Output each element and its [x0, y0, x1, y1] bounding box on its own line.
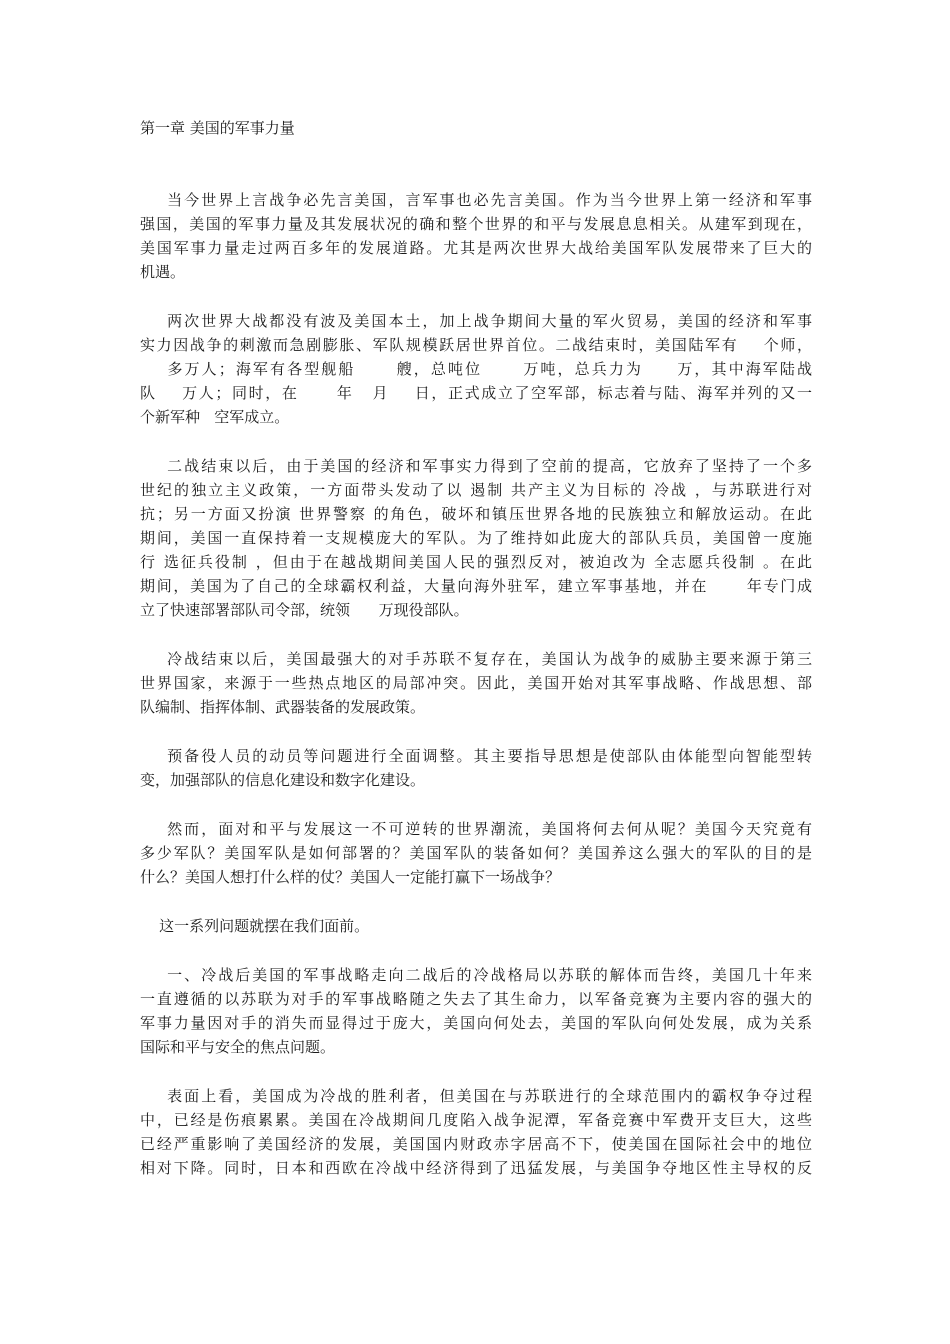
text-line: 预备役人员的动员等问题进行全面调整。其主要指导思想是使部队由体能型向智能型转: [140, 747, 812, 765]
body-text: [140, 188, 812, 1205]
text-line: 中，已经是伤痕累累。美国在冷战期间几度陷入战争泥潭，军备竞赛中军费开支巨大，这些: [140, 1111, 812, 1129]
paragraph-3: [140, 454, 812, 622]
text-line: 当今世界上言战争必先言美国，言军事也必先言美国。作为当今世界上第一经济和军事: [140, 191, 812, 209]
text-line: 然而，面对和平与发展这一不可逆转的世界潮流，美国将何去何从呢？美国今天究竟有: [140, 820, 812, 838]
text-line: 队 万人；同时，在 年 月 日，正式成立了空军部，标志着与陆、海军并列的又一: [140, 384, 812, 402]
text-line: 世界国家，来源于一些热点地区的局部冲突。因此，美国开始对其军事战略、作战思想、部: [140, 674, 812, 692]
text-line: 这一系列问题就摆在我们面前。: [140, 917, 370, 935]
text-line: 美国军事力量走过两百多年的发展道路。尤其是两次世界大战给美国军队发展带来了巨大的: [140, 239, 812, 257]
text-line: 强国，美国的军事力量及其发展状况的确和整个世界的和平与发展息息相关。从建军到现在，: [140, 215, 812, 233]
text-line: 已经严重影响了美国经济的发展，美国国内财政赤字居高不下，使美国在国际社会中的地位: [140, 1135, 812, 1153]
paragraph-8: [140, 963, 812, 1059]
text-line: 冷战结束以后，美国最强大的对手苏联不复存在，美国认为战争的威胁主要来源于第三: [140, 650, 812, 668]
text-line: 两次世界大战都没有波及美国本土，加上战争期间大量的军火贸易，美国的经济和军事: [140, 312, 812, 330]
text-line: 实力因战争的刺激而急剧膨胀、军队规模跃居世界首位。二战结束时，美国陆军有 个师，: [140, 336, 812, 354]
text-line: 一直遵循的以苏联为对手的军事战略随之失去了其生命力，以军备竞赛为主要内容的强大的: [140, 990, 812, 1008]
text-line: 什么？美国人想打什么样的仗？美国人一定能打赢下一场战争？: [140, 868, 561, 886]
text-line: 变，加强部队的信息化建设和数字化建设。: [140, 771, 426, 789]
paragraph-2: [140, 309, 812, 429]
text-line: 多万人；海军有各型舰船 艘，总吨位 万吨，总兵力为 万，其中海军陆战: [140, 360, 812, 378]
text-line: 军事力量因对手的消失而显得过于庞大，美国向何处去，美国的军队向何处发展，成为关系: [140, 1014, 812, 1032]
text-line: 多少军队？美国军队是如何部署的？美国军队的装备如何？美国养这么强大的军队的目的是: [140, 844, 812, 862]
paragraph-6: [140, 817, 812, 889]
text-line: 立了快速部署部队司令部，统领 万现役部队。: [140, 601, 469, 619]
paragraph-4: [140, 647, 812, 719]
text-line: 个新军种 空军成立。: [140, 408, 290, 426]
text-line: 表面上看，美国成为冷战的胜利者，但美国在与苏联进行的全球范围内的霸权争夺过程: [140, 1087, 812, 1105]
chapter-title: 第一章 美国的军事力量: [140, 119, 295, 137]
paragraph-9: [140, 1084, 812, 1180]
text-line: 世纪的独立主义政策，一方面带头发动了以 遏制 共产主义为目标的 冷战 ，与苏联进行对: [140, 481, 812, 499]
text-line: 期间，美国一直保持着一支规模庞大的军队。为了维持如此庞大的部队兵员，美国曾一度施: [140, 529, 812, 547]
text-line: 行 选征兵役制 ，但由于在越战期间美国人民的强烈反对，被迫改为 全志愿兵役制 。在此: [140, 553, 812, 571]
paragraph-1: [140, 188, 812, 284]
text-line: 二战结束以后，由于美国的经济和军事实力得到了空前的提高，它放弃了坚持了一个多: [140, 457, 812, 475]
paragraph-7: [140, 914, 812, 938]
text-line: 国际和平与安全的焦点问题。: [140, 1038, 336, 1056]
text-line: 相对下降。同时，日本和西欧在冷战中经济得到了迅猛发展，与美国争夺地区性主导权的反: [140, 1159, 812, 1177]
paragraph-5: [140, 744, 812, 792]
text-line: 期间，美国为了自己的全球霸权利益，大量向海外驻军，建立军事基地，并在 年专门成: [140, 577, 812, 595]
text-line: 队编制、指挥体制、武器装备的发展政策。: [140, 698, 426, 716]
text-line: 抗；另一方面又扮演 世界警察 的角色，破坏和镇压世界各地的民族独立和解放运动。在此: [140, 505, 812, 523]
text-line: 机遇。: [140, 263, 186, 281]
text-line: 一、冷战后美国的军事战略走向二战后的冷战格局以苏联的解体而告终，美国几十年来: [140, 966, 812, 984]
